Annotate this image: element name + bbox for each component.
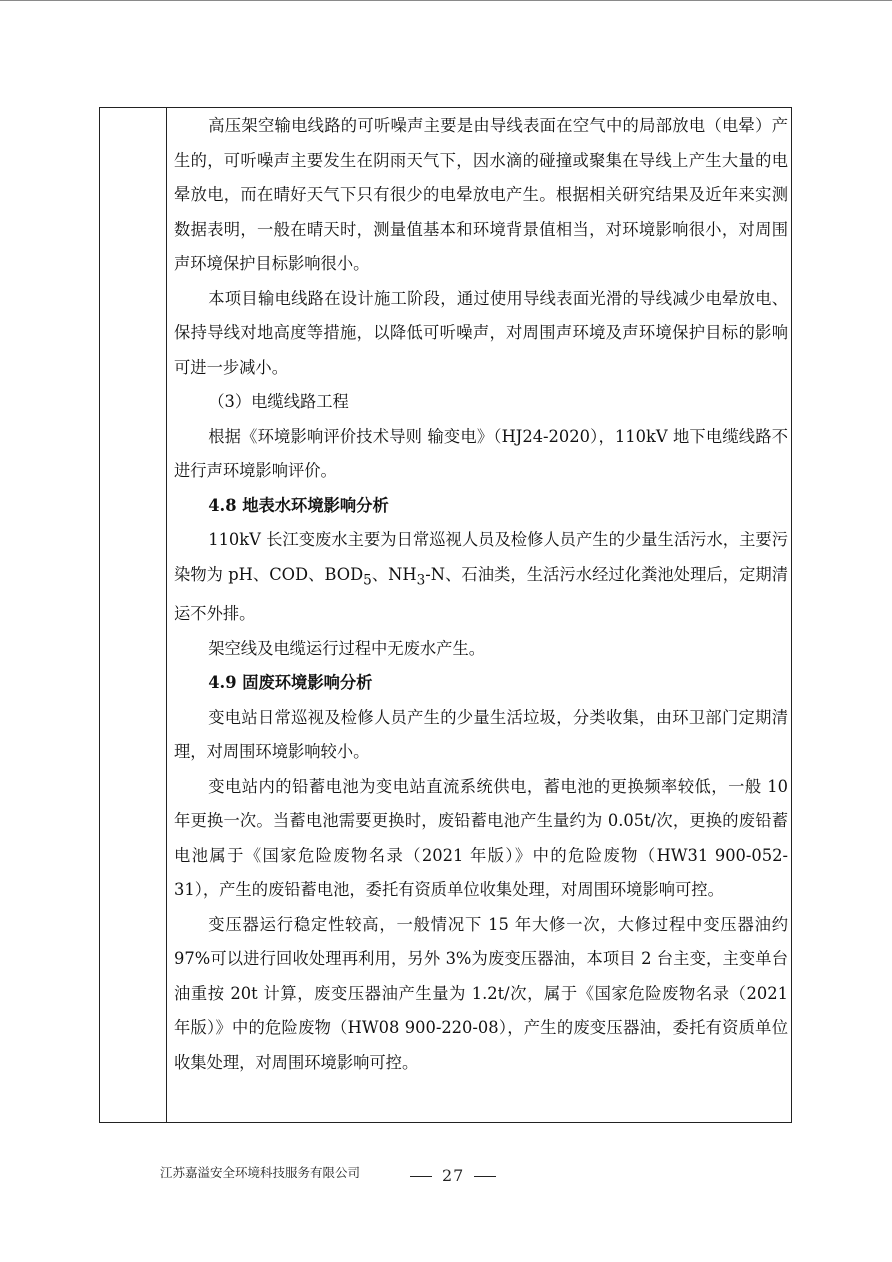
- paragraph-noise-mitigation: 本项目输电线路在设计施工阶段，通过使用导线表面光滑的导线减少电晕放电、保持导线对地高度等措施，以降低可听噪声，对周围声环境及声环境保护目标的影响可进一步减小。: [174, 288, 788, 377]
- paragraph-wastewater: 110kV 长江变废水主要为日常巡视人员及检修人员产生的少量生活污水，主要污染物为 pH、COD、$BOD_5$、$NH_3-N$、石油类，生活污水经过化粪池处理后，定期清运不外排。: [174, 530, 789, 624]
- content-table: [99, 107, 792, 1123]
- paragraph-lead-battery: 变电站内的铅蓄电池为变电站直流系统供电，蓄电池的更换频率较低，一般 10 年更换一次。当蓄电池需要更换时，废铅蓄电池产生量约为 0.05t/次，更换的废铅蓄电池属于《国家危险废物名录（2021 年版）》中的危险废物（HW31 900-052-31），产生的废铅蓄电池，委托有资质单位收集处理，对周围环境影响可控。: [174, 776, 788, 900]
- page-number: 27: [442, 1166, 465, 1185]
- subheading-cable-line: （3）电缆线路工程: [208, 392, 349, 411]
- paragraph-corona-noise: 高压架空输电线路的可听噪声主要是由导线表面在空气中的局部放电（电晕）产生的，可听噪声主要发生在阴雨天气下，因水滴的碰撞或聚集在导线上产生大量的电晕放电，而在晴好天气下只有很少的电晕放电产生。根据相关研究结果及近年来实测数据表明，一般在晴天时，测量值基本和环境背景值相当，对环境影响很小，对周围声环境保护目标影响很小。: [174, 116, 788, 273]
- paragraph-transformer-oil: 变压器运行稳定性较高，一般情况下 15 年大修一次，大修过程中变压器油约 97%可以进行回收处理再利用，另外 3%为废变压器油，本项目 2 台主变，主变单台油重按 20t 计算，废变压器油产生量为 1.2t/次，属于《国家危险废物名录（2021 年版）》中的危险废物（HW08 900-220-08），产生的废变压器油，委托有资质单位收集处理，对周围环境影响可控。: [174, 914, 788, 1072]
- footer-page-number: [400, 1166, 506, 1185]
- section-heading-4-8: 4.8 地表水环境影响分析: [208, 495, 389, 515]
- page-top-rule: [0, 0, 892, 1]
- table-left-column: [100, 108, 167, 1122]
- paragraph-cable-line: 根据《环境影响评价技术导则 输变电》（HJ24-2020），110kV 地下电缆线路不进行声环境影响评价。: [174, 426, 788, 480]
- footer-company-name: 江苏嘉溢安全环境科技服务有限公司: [160, 1165, 361, 1180]
- dash-left: [410, 1176, 432, 1177]
- paragraph-domestic-waste: 变电站日常巡视及检修人员产生的少量生活垃圾，分类收集，由环卫部门定期清理，对周围环境影响较小。: [174, 707, 788, 762]
- paragraph-no-wastewater: 架空线及电缆运行过程中无废水产生。: [208, 638, 486, 658]
- dash-right: [474, 1176, 496, 1177]
- table-content-cell: [174, 109, 788, 1080]
- section-heading-4-9: 4.9 固废环境影响分析: [208, 673, 373, 693]
